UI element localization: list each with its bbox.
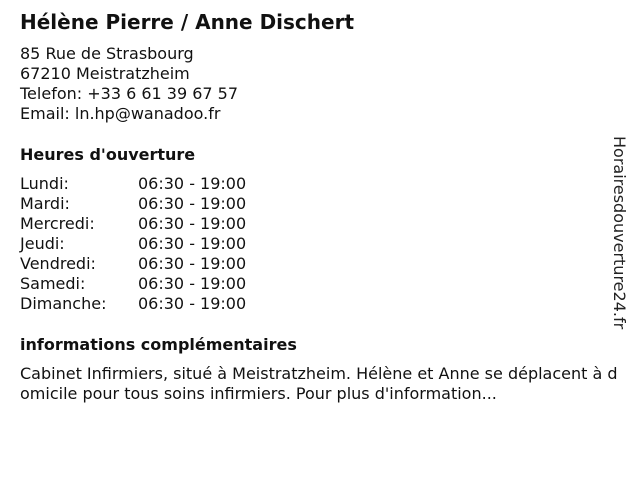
day-label: Lundi: bbox=[20, 174, 69, 193]
time-range: 06:30 - 19:00 bbox=[138, 274, 247, 293]
hours-row-sunday bbox=[20, 294, 246, 314]
time-range: 06:30 - 19:00 bbox=[138, 174, 247, 193]
hours-row-friday bbox=[20, 254, 246, 274]
page-title: Hélène Pierre / Anne Dischert bbox=[20, 10, 355, 34]
day-label: Vendredi: bbox=[20, 254, 96, 273]
city-address: 67210 Meistratzheim bbox=[20, 64, 190, 83]
day-label: Mardi: bbox=[20, 194, 70, 213]
hours-row-thursday bbox=[20, 234, 246, 254]
hours-row-wednesday bbox=[20, 214, 246, 234]
day-label: Dimanche: bbox=[20, 294, 107, 313]
additional-info-text: Cabinet Infirmiers, situé à Meistratzheim. Hélène et Anne se déplacent à domicile pour tous soins infirmiers. Pour plus d'information... bbox=[20, 364, 618, 403]
time-range: 06:30 - 19:00 bbox=[138, 194, 247, 213]
hours-row-monday bbox=[20, 174, 246, 194]
time-range: 06:30 - 19:00 bbox=[138, 214, 247, 233]
email-address: Email: ln.hp@wanadoo.fr bbox=[20, 104, 221, 123]
brand-watermark: Horairesdouverture24.fr bbox=[610, 136, 629, 330]
day-label: Samedi: bbox=[20, 274, 86, 293]
street-address: 85 Rue de Strasbourg bbox=[20, 44, 194, 63]
time-range: 06:30 - 19:00 bbox=[138, 234, 247, 253]
hours-row-tuesday bbox=[20, 194, 246, 214]
time-range: 06:30 - 19:00 bbox=[138, 254, 247, 273]
time-range: 06:30 - 19:00 bbox=[138, 294, 247, 313]
phone-number: Telefon: +33 6 61 39 67 57 bbox=[20, 84, 239, 103]
opening-hours-list bbox=[20, 174, 246, 314]
additional-info-heading: informations complémentaires bbox=[20, 335, 297, 354]
address-block bbox=[20, 44, 238, 124]
opening-hours-heading: Heures d'ouverture bbox=[20, 145, 196, 164]
day-label: Mercredi: bbox=[20, 214, 95, 233]
day-label: Jeudi: bbox=[20, 234, 65, 253]
hours-row-saturday bbox=[20, 274, 246, 294]
